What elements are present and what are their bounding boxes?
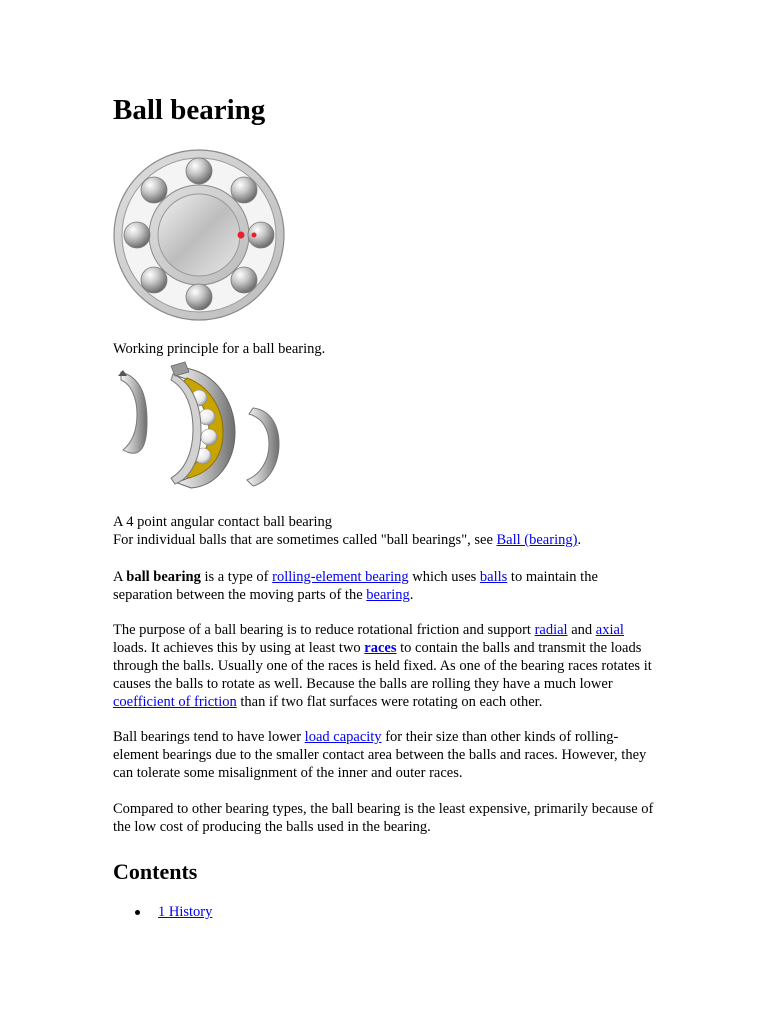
toc-link-history[interactable]: 1 History (158, 904, 213, 920)
balls-link[interactable]: balls (479, 569, 508, 585)
coefficient-of-friction-link[interactable]: coefficient of friction (113, 694, 237, 710)
figure-caption: Working principle for a ball bearing. (113, 341, 326, 357)
radial-link[interactable]: radial (534, 622, 568, 638)
contents-heading: Contents (113, 859, 198, 884)
angular-contact-bearing-illustration (113, 360, 285, 500)
hatnote: For individual balls that are sometimes called "ball bearings", see Ball (bearing). (113, 532, 582, 548)
bearing-link[interactable]: bearing (366, 587, 410, 603)
ball-bearing-link[interactable]: Ball (bearing) (496, 532, 578, 548)
ball-bearing-diagram (113, 147, 285, 323)
axial-link[interactable]: axial (595, 622, 624, 638)
paragraph-purpose: The purpose of a ball bearing is to reduce rotational friction and support radial and axial loads. It achieves this by using at least two races to contain the balls and transmit the loads through the balls. Usually one of the races is held fixed. As one of the bearing races rotates it causes the balls to rotate as well. Because the balls are rolling they have a much lower coefficient of friction than if two flat surfaces were rotating on each other. (113, 622, 652, 710)
bullet-icon (135, 910, 140, 915)
paragraph-intro: A ball bearing is a type of rolling-element bearing which uses balls to maintain the separation between the moving parts of the bearing. (113, 569, 598, 603)
paragraph-cost: Compared to other bearing types, the ball bearing is the least expensive, primarily because of the low cost of producing the balls used in the bearing. (113, 801, 654, 835)
paragraph-load-capacity: Ball bearings tend to have lower load capacity for their size than other kinds of rolling-element bearings due to the smaller contact area between the balls and races. However, they can tolerate some misalignment of the inner and outer races. (113, 729, 647, 781)
contact-point-marker (252, 233, 257, 238)
rolling-element-bearing-link[interactable]: rolling-element bearing (272, 569, 409, 585)
figure-caption: A 4 point angular contact ball bearing (113, 514, 333, 530)
table-of-contents (113, 903, 413, 921)
toc-item (113, 903, 413, 921)
races-link[interactable]: races (364, 640, 397, 656)
load-capacity-link[interactable]: load capacity (304, 729, 382, 745)
page-title: Ball bearing (113, 94, 266, 126)
contact-point-marker (238, 232, 245, 239)
